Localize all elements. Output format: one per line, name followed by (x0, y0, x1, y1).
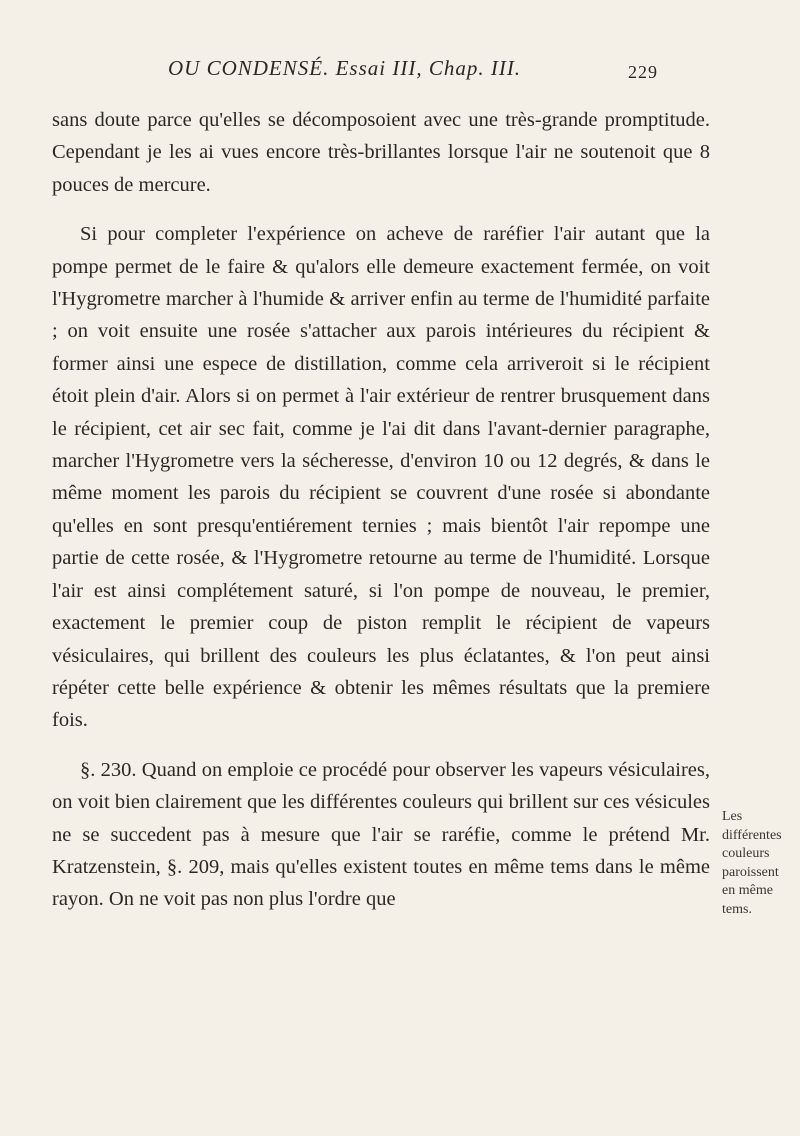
paragraph-3: §. 230. Quand on emploie ce procédé pour observer les vapeurs vésiculaires, on voit bien clairement que les différentes couleurs qui brillent sur ces vésicules ne se succedent pas à mesure que l'air se raréfie, comme le prétend Mr. Kratzenstein, §. 209, mais qu'elles existent toutes en même tems dans le même rayon. On ne voit pas non plus l'ordre que (52, 758, 710, 911)
running-header (168, 56, 658, 82)
paragraph-1: sans doute parce qu'elles se décomposoient avec une très-grande promptitude. Cependant je les ai vues encore très-brillantes lorsque l'air ne soutenoit que 8 pouces de mercure. (52, 109, 710, 196)
body-text (52, 104, 710, 916)
margin-note: Les différentes couleurs paroissent en même tems. (722, 809, 782, 917)
running-title: OU CONDENSÉ. Essai III, Chap. III. (168, 56, 522, 80)
page-number: 229 (628, 62, 658, 82)
paragraph-2: Si pour completer l'expérience on acheve de raréfier l'air autant que la pompe permet de le faire & qu'alors elle demeure exactement fermée, on voit l'Hygrometre marcher à l'humide & arriver enfin au terme de l'humidité parfaite ; on voit ensuite une rosée s'attacher aux parois intérieures du récipient & former ainsi une espece de distillation, comme cela arriveroit si le récipient étoit plein d'air. Alors si on permet à l'air extérieur de rentrer brusquement dans le récipient, cet air sec fait, comme je l'ai dit dans l'avant-dernier paragraphe, marcher l'Hygrometre vers la sécheresse, d'environ 10 ou 12 degrés, & dans le même moment les parois du récipient se couvrent d'une rosée si abondante qu'elles en sont presqu'entiérement ternies ; mais bientôt l'air repompe une partie de cette rosée, & l'Hygrometre retourne au terme de l'humidité. Lorsque l'air est ainsi complétement saturé, si l'on pompe de nouveau, le premier, exactement le premier coup de piston remplit le récipient de vapeurs vésiculaires, qui brillent des couleurs les plus éclatantes, & l'on peut ainsi répéter cette belle expérience & obtenir les mêmes résultats que la premiere fois. (52, 223, 710, 732)
